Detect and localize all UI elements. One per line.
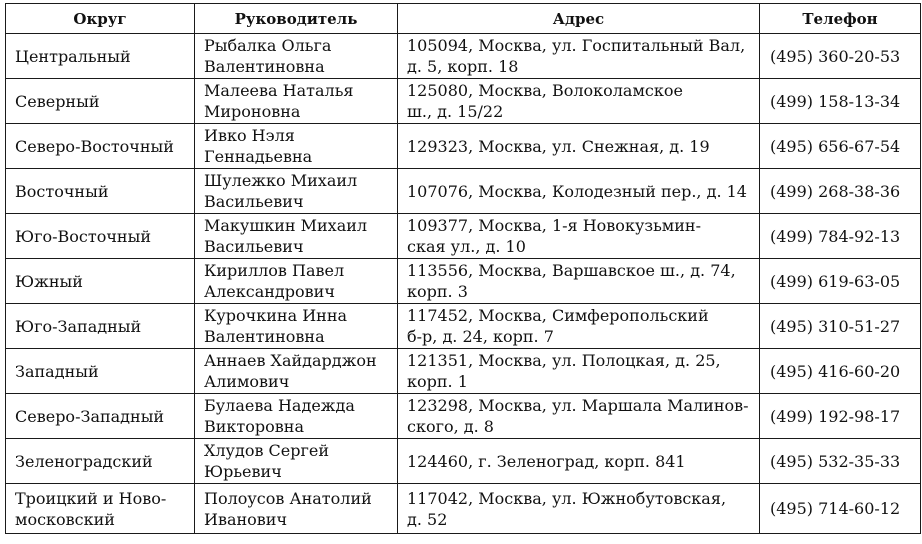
okrug-text: Восточный <box>15 181 109 201</box>
cell-telefon <box>760 394 921 439</box>
telefon-text: (495) 714-60-12 <box>770 499 901 518</box>
cell-okrug <box>6 34 195 79</box>
rukovoditel-text: Шулежко Михаил Васильевич <box>204 171 358 211</box>
telefon-text: (499) 268-38-36 <box>770 181 901 201</box>
cell-rukovoditel <box>195 259 398 304</box>
okrug-text: Центральный <box>15 46 131 66</box>
cell-adres <box>398 304 760 349</box>
rukovoditel-text: Макушкин Михаил Васильевич <box>204 216 368 256</box>
adres-text: 117042, Москва, ул. Южнобутовская, д. 52 <box>407 488 727 529</box>
table-row <box>6 214 921 259</box>
cell-adres <box>398 214 760 259</box>
table-row <box>6 439 921 484</box>
adres-text: 117452, Москва, Симферопольский б-р, д. 24, корп. 7 <box>407 306 709 346</box>
okrug-text: Зеленоградский <box>15 451 153 471</box>
cell-adres <box>398 79 760 124</box>
cell-okrug <box>6 394 195 439</box>
cell-rukovoditel <box>195 304 398 349</box>
table-row <box>6 124 921 169</box>
cell-okrug <box>6 484 195 534</box>
header-telefon: Телефон <box>760 4 921 34</box>
okrug-text: Северо-Восточный <box>15 136 174 156</box>
cell-okrug <box>6 214 195 259</box>
rukovoditel-text: Кириллов Павел Александрович <box>204 261 345 301</box>
cell-okrug <box>6 259 195 304</box>
okrug-text: Юго-Западный <box>15 316 142 336</box>
cell-okrug <box>6 169 195 214</box>
cell-adres <box>398 34 760 79</box>
adres-text: 107076, Москва, Колодезный пер., д. 14 <box>407 181 747 201</box>
telefon-text: (495) 310-51-27 <box>770 316 901 336</box>
telefon-text: (499) 192-98-17 <box>770 406 901 426</box>
table-row <box>6 79 921 124</box>
telefon-text: (495) 656-67-54 <box>770 136 901 156</box>
cell-telefon <box>760 259 921 304</box>
adres-text: 123298, Москва, ул. Маршала Малинов- ского, д. 8 <box>407 396 749 436</box>
cell-telefon <box>760 34 921 79</box>
telefon-text: (499) 158-13-34 <box>770 91 901 111</box>
cell-adres <box>398 124 760 169</box>
okrug-text: Северный <box>15 91 100 111</box>
cell-okrug <box>6 349 195 394</box>
cell-rukovoditel <box>195 79 398 124</box>
cell-rukovoditel <box>195 124 398 169</box>
cell-adres <box>398 259 760 304</box>
cell-adres <box>398 439 760 484</box>
cell-telefon <box>760 214 921 259</box>
table-row <box>6 34 921 79</box>
telefon-text: (499) 784-92-13 <box>770 226 901 246</box>
header-adres: Адрес <box>398 4 760 34</box>
rukovoditel-text: Аннаев Хайдарджон Алимович <box>204 351 377 391</box>
table-header-row <box>6 4 921 34</box>
okrug-text: Южный <box>15 271 83 291</box>
cell-okrug <box>6 439 195 484</box>
cell-rukovoditel <box>195 34 398 79</box>
cell-rukovoditel <box>195 439 398 484</box>
cell-okrug <box>6 304 195 349</box>
rukovoditel-text: Курочкина Инна Валентиновна <box>204 306 348 346</box>
table-row <box>6 394 921 439</box>
table-body <box>6 34 921 534</box>
adres-text: 125080, Москва, Волоколамское ш., д. 15/22 <box>407 81 683 121</box>
okrug-text: Троицкий и Ново- московский <box>15 488 167 529</box>
cell-adres <box>398 484 760 534</box>
cell-rukovoditel <box>195 214 398 259</box>
rukovoditel-text: Хлудов Сергей Юрьевич <box>204 441 330 481</box>
telefon-text: (495) 532-35-33 <box>770 451 901 471</box>
cell-telefon <box>760 439 921 484</box>
adres-text: 109377, Москва, 1-я Новокузьмин- ская ул., д. 10 <box>407 216 701 256</box>
rukovoditel-text: Малеева Наталья Мироновна <box>204 81 354 121</box>
table-row <box>6 259 921 304</box>
table-row <box>6 349 921 394</box>
cell-telefon <box>760 484 921 534</box>
table-row <box>6 169 921 214</box>
cell-rukovoditel <box>195 394 398 439</box>
cell-okrug <box>6 79 195 124</box>
telefon-text: (495) 360-20-53 <box>770 46 901 66</box>
okrug-text: Западный <box>15 361 99 381</box>
adres-text: 121351, Москва, ул. Полоцкая, д. 25, корп. 1 <box>407 351 721 391</box>
cell-telefon <box>760 79 921 124</box>
adres-text: 129323, Москва, ул. Снежная, д. 19 <box>407 136 710 156</box>
okrug-text: Северо-Западный <box>15 406 165 426</box>
rukovoditel-text: Полоусов Анатолий Иванович <box>204 488 372 529</box>
cell-telefon <box>760 304 921 349</box>
cell-adres <box>398 169 760 214</box>
adres-text: 124460, г. Зеленоград, корп. 841 <box>407 451 686 471</box>
table-row <box>6 304 921 349</box>
table-row <box>6 484 921 534</box>
district-directory-table <box>5 3 921 534</box>
okrug-text: Юго-Восточный <box>15 226 151 246</box>
cell-telefon <box>760 349 921 394</box>
header-rukovoditel: Руководитель <box>195 4 398 34</box>
adres-text: 105094, Москва, ул. Госпитальный Вал, д. 5, корп. 18 <box>407 36 746 76</box>
cell-adres <box>398 394 760 439</box>
cell-rukovoditel <box>195 484 398 534</box>
cell-okrug <box>6 124 195 169</box>
cell-rukovoditel <box>195 169 398 214</box>
telefon-text: (499) 619-63-05 <box>770 271 901 291</box>
telefon-text: (495) 416-60-20 <box>770 361 901 381</box>
cell-telefon <box>760 124 921 169</box>
rukovoditel-text: Ивко Нэля Геннадьевна <box>204 126 313 166</box>
cell-adres <box>398 349 760 394</box>
rukovoditel-text: Рыбалка Ольга Валентиновна <box>204 36 332 76</box>
rukovoditel-text: Булаева Надежда Викторовна <box>204 396 355 436</box>
header-okrug: Округ <box>6 4 195 34</box>
cell-rukovoditel <box>195 349 398 394</box>
cell-telefon <box>760 169 921 214</box>
adres-text: 113556, Москва, Варшавское ш., д. 74, корп. 3 <box>407 261 736 301</box>
